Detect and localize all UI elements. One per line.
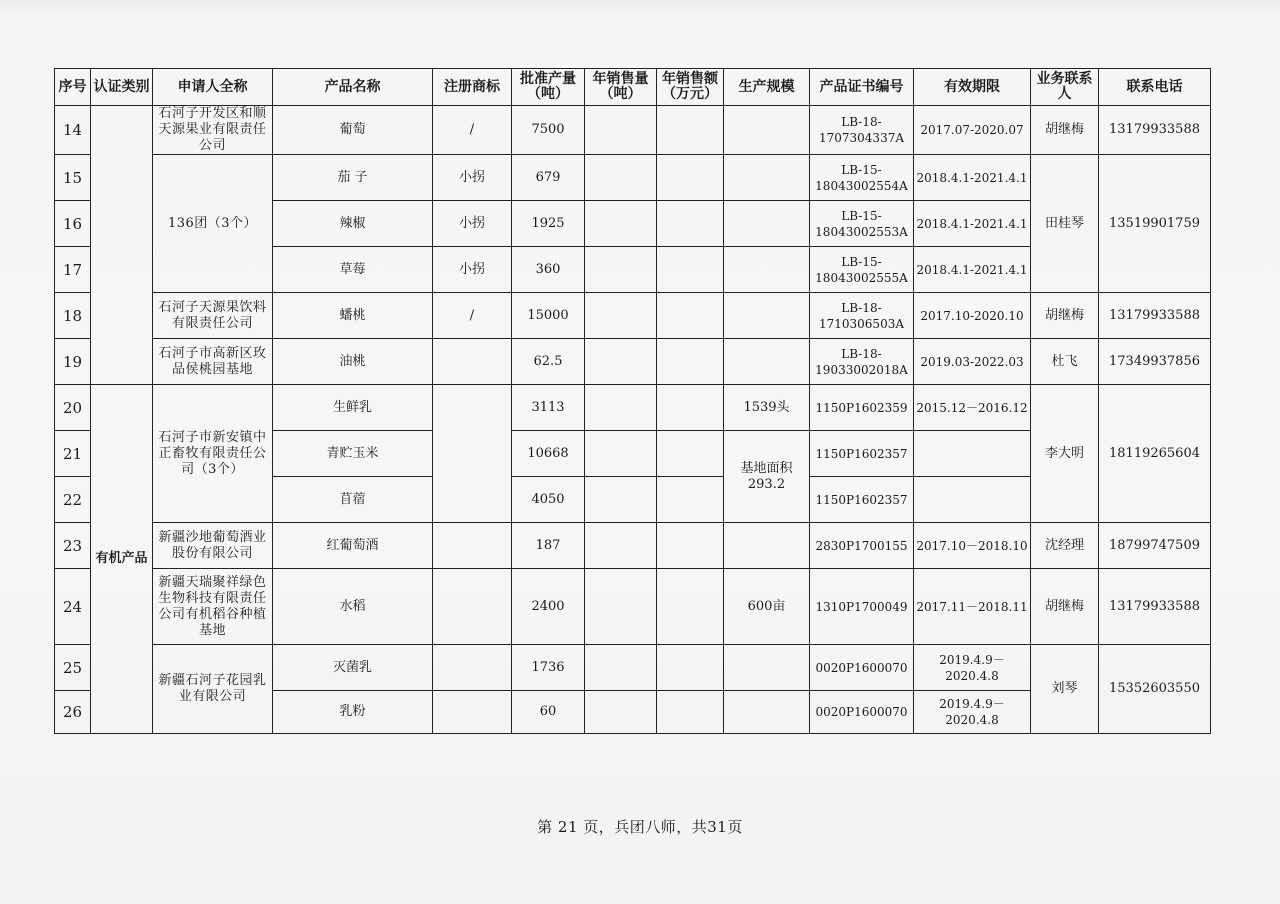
validity-cell bbox=[914, 431, 1031, 477]
header-cell: 业务联系人 bbox=[1031, 69, 1099, 106]
approved-output-cell: 60 bbox=[512, 691, 585, 734]
header-cell: 认证类别 bbox=[91, 69, 153, 106]
applicant-cell: 石河子天源果饮料有限责任公司 bbox=[153, 293, 273, 339]
annual-sales-value-cell bbox=[657, 247, 724, 293]
scale-cell bbox=[724, 247, 810, 293]
category-cell bbox=[91, 106, 153, 385]
product-cell: 灭菌乳 bbox=[273, 645, 433, 691]
scale-cell bbox=[724, 201, 810, 247]
contact-cell: 田桂琴 bbox=[1031, 155, 1099, 293]
annual-sales-volume-cell bbox=[585, 201, 657, 247]
scale-cell bbox=[724, 645, 810, 691]
annual-sales-volume-cell bbox=[585, 106, 657, 155]
table-row bbox=[55, 293, 1211, 339]
cert-number-cell: 0020P1600070 bbox=[810, 691, 914, 734]
applicant-cell: 石河子市新安镇中正畜牧有限责任公司（3个） bbox=[153, 385, 273, 523]
row-number: 18 bbox=[55, 293, 91, 339]
row-number: 19 bbox=[55, 339, 91, 385]
annual-sales-value-cell bbox=[657, 155, 724, 201]
contact-cell: 胡继梅 bbox=[1031, 106, 1099, 155]
product-cell: 水稻 bbox=[273, 569, 433, 645]
cert-number-cell: 1150P1602357 bbox=[810, 431, 914, 477]
trademark-cell: 小拐 bbox=[433, 247, 512, 293]
phone-cell: 18799747509 bbox=[1099, 523, 1211, 569]
row-number: 17 bbox=[55, 247, 91, 293]
table-row bbox=[55, 645, 1211, 691]
approved-output-cell: 1925 bbox=[512, 201, 585, 247]
trademark-cell bbox=[433, 339, 512, 385]
annual-sales-volume-cell bbox=[585, 247, 657, 293]
row-number: 14 bbox=[55, 106, 91, 155]
row-number: 22 bbox=[55, 477, 91, 523]
header-cell: 年销售额（万元） bbox=[657, 69, 724, 106]
trademark-cell: / bbox=[433, 106, 512, 155]
validity-cell: 2017.07-2020.07 bbox=[914, 106, 1031, 155]
cert-number-cell: 2830P1700155 bbox=[810, 523, 914, 569]
applicant-cell: 新疆沙地葡萄酒业股份有限公司 bbox=[153, 523, 273, 569]
header-cell: 产品证书编号 bbox=[810, 69, 914, 106]
annual-sales-value-cell bbox=[657, 569, 724, 645]
scale-cell bbox=[724, 155, 810, 201]
table-row bbox=[55, 339, 1211, 385]
table-row bbox=[55, 569, 1211, 645]
contact-cell: 刘琴 bbox=[1031, 645, 1099, 734]
header-cell: 联系电话 bbox=[1099, 69, 1211, 106]
scale-cell: 1539头 bbox=[724, 385, 810, 431]
trademark-cell: 小拐 bbox=[433, 155, 512, 201]
row-number: 21 bbox=[55, 431, 91, 477]
table-row bbox=[55, 523, 1211, 569]
header-cell: 注册商标 bbox=[433, 69, 512, 106]
product-certification-table bbox=[54, 68, 1211, 734]
validity-cell: 2019.03-2022.03 bbox=[914, 339, 1031, 385]
scale-cell bbox=[724, 106, 810, 155]
annual-sales-value-cell bbox=[657, 523, 724, 569]
cert-number-cell: LB-15-18043002554A bbox=[810, 155, 914, 201]
category-cell: 有机产品 bbox=[91, 385, 153, 734]
product-cell: 生鲜乳 bbox=[273, 385, 433, 431]
row-number: 20 bbox=[55, 385, 91, 431]
annual-sales-value-cell bbox=[657, 691, 724, 734]
annual-sales-volume-cell bbox=[585, 385, 657, 431]
phone-cell: 18119265604 bbox=[1099, 385, 1211, 523]
validity-cell: 2018.4.1-2021.4.1 bbox=[914, 247, 1031, 293]
approved-output-cell: 62.5 bbox=[512, 339, 585, 385]
row-number: 25 bbox=[55, 645, 91, 691]
contact-cell: 沈经理 bbox=[1031, 523, 1099, 569]
approved-output-cell: 679 bbox=[512, 155, 585, 201]
annual-sales-volume-cell bbox=[585, 523, 657, 569]
applicant-cell: 136团（3个） bbox=[153, 155, 273, 293]
phone-cell: 13179933588 bbox=[1099, 569, 1211, 645]
product-cell: 葡萄 bbox=[273, 106, 433, 155]
annual-sales-volume-cell bbox=[585, 477, 657, 523]
validity-cell: 2018.4.1-2021.4.1 bbox=[914, 201, 1031, 247]
page-footer: 第 21 页，兵团八师，共31页 bbox=[537, 818, 743, 836]
annual-sales-value-cell bbox=[657, 431, 724, 477]
validity-cell: 2017.11－2018.11 bbox=[914, 569, 1031, 645]
annual-sales-value-cell bbox=[657, 106, 724, 155]
cert-number-cell: LB-18-19033002018A bbox=[810, 339, 914, 385]
trademark-cell bbox=[433, 569, 512, 645]
product-cell: 苜蓿 bbox=[273, 477, 433, 523]
annual-sales-volume-cell bbox=[585, 569, 657, 645]
annual-sales-volume-cell bbox=[585, 431, 657, 477]
row-number: 15 bbox=[55, 155, 91, 201]
approved-output-cell: 187 bbox=[512, 523, 585, 569]
cert-number-cell: 0020P1600070 bbox=[810, 645, 914, 691]
annual-sales-volume-cell bbox=[585, 645, 657, 691]
scale-cell bbox=[724, 523, 810, 569]
validity-cell: 2019.4.9－2020.4.8 bbox=[914, 645, 1031, 691]
contact-cell: 胡继梅 bbox=[1031, 569, 1099, 645]
phone-cell: 13519901759 bbox=[1099, 155, 1211, 293]
contact-cell: 李大明 bbox=[1031, 385, 1099, 523]
product-cell: 乳粉 bbox=[273, 691, 433, 734]
trademark-cell: 小拐 bbox=[433, 201, 512, 247]
cert-number-cell: LB-18-1710306503A bbox=[810, 293, 914, 339]
table-header-row bbox=[55, 69, 1211, 106]
validity-cell: 2017.10－2018.10 bbox=[914, 523, 1031, 569]
row-number: 23 bbox=[55, 523, 91, 569]
annual-sales-value-cell bbox=[657, 339, 724, 385]
table-row bbox=[55, 385, 1211, 431]
scale-cell: 600亩 bbox=[724, 569, 810, 645]
product-cell: 油桃 bbox=[273, 339, 433, 385]
approved-output-cell: 7500 bbox=[512, 106, 585, 155]
trademark-cell: / bbox=[433, 293, 512, 339]
trademark-cell bbox=[433, 691, 512, 734]
approved-output-cell: 15000 bbox=[512, 293, 585, 339]
scale-cell bbox=[724, 293, 810, 339]
phone-cell: 13179933588 bbox=[1099, 106, 1211, 155]
approved-output-cell: 10668 bbox=[512, 431, 585, 477]
scale-cell bbox=[724, 691, 810, 734]
annual-sales-value-cell bbox=[657, 201, 724, 247]
annual-sales-value-cell bbox=[657, 645, 724, 691]
applicant-cell: 新疆天瑞聚祥绿色生物科技有限责任公司有机稻谷种植基地 bbox=[153, 569, 273, 645]
table-row bbox=[55, 155, 1211, 201]
product-cell: 茄 子 bbox=[273, 155, 433, 201]
header-cell: 有效期限 bbox=[914, 69, 1031, 106]
header-cell: 序号 bbox=[55, 69, 91, 106]
cert-number-cell: LB-18-1707304337A bbox=[810, 106, 914, 155]
table-row bbox=[55, 106, 1211, 155]
header-cell: 申请人全称 bbox=[153, 69, 273, 106]
validity-cell: 2019.4.9－2020.4.8 bbox=[914, 691, 1031, 734]
header-cell: 产品名称 bbox=[273, 69, 433, 106]
trademark-cell bbox=[433, 385, 512, 523]
product-cell: 蟠桃 bbox=[273, 293, 433, 339]
approved-output-cell: 4050 bbox=[512, 477, 585, 523]
scale-cell: 基地面积293.2 bbox=[724, 431, 810, 523]
header-cell: 年销售量（吨） bbox=[585, 69, 657, 106]
annual-sales-volume-cell bbox=[585, 691, 657, 734]
validity-cell: 2018.4.1-2021.4.1 bbox=[914, 155, 1031, 201]
contact-cell: 胡继梅 bbox=[1031, 293, 1099, 339]
row-number: 26 bbox=[55, 691, 91, 734]
applicant-cell: 新疆石河子花园乳业有限公司 bbox=[153, 645, 273, 734]
header-cell: 生产规模 bbox=[724, 69, 810, 106]
annual-sales-volume-cell bbox=[585, 155, 657, 201]
phone-cell: 15352603550 bbox=[1099, 645, 1211, 734]
cert-number-cell: LB-15-18043002553A bbox=[810, 201, 914, 247]
applicant-cell: 石河子开发区和顺天源果业有限责任公司 bbox=[153, 106, 273, 155]
scale-cell bbox=[724, 339, 810, 385]
annual-sales-volume-cell bbox=[585, 293, 657, 339]
cert-number-cell: 1310P1700049 bbox=[810, 569, 914, 645]
approved-output-cell: 1736 bbox=[512, 645, 585, 691]
cert-number-cell: 1150P1602357 bbox=[810, 477, 914, 523]
annual-sales-value-cell bbox=[657, 477, 724, 523]
trademark-cell bbox=[433, 523, 512, 569]
cert-number-cell: LB-15-18043002555A bbox=[810, 247, 914, 293]
validity-cell: 2015.12－2016.12 bbox=[914, 385, 1031, 431]
annual-sales-volume-cell bbox=[585, 339, 657, 385]
annual-sales-value-cell bbox=[657, 385, 724, 431]
product-cell: 辣椒 bbox=[273, 201, 433, 247]
trademark-cell bbox=[433, 645, 512, 691]
approved-output-cell: 3113 bbox=[512, 385, 585, 431]
annual-sales-value-cell bbox=[657, 293, 724, 339]
applicant-cell: 石河子市高新区玫品侯桃园基地 bbox=[153, 339, 273, 385]
phone-cell: 13179933588 bbox=[1099, 293, 1211, 339]
product-cell: 红葡萄酒 bbox=[273, 523, 433, 569]
phone-cell: 17349937856 bbox=[1099, 339, 1211, 385]
approved-output-cell: 360 bbox=[512, 247, 585, 293]
product-cell: 青贮玉米 bbox=[273, 431, 433, 477]
approved-output-cell: 2400 bbox=[512, 569, 585, 645]
cert-number-cell: 1150P1602359 bbox=[810, 385, 914, 431]
validity-cell: 2017.10-2020.10 bbox=[914, 293, 1031, 339]
product-cell: 草莓 bbox=[273, 247, 433, 293]
validity-cell bbox=[914, 477, 1031, 523]
contact-cell: 杜飞 bbox=[1031, 339, 1099, 385]
header-cell: 批准产量（吨） bbox=[512, 69, 585, 106]
row-number: 16 bbox=[55, 201, 91, 247]
row-number: 24 bbox=[55, 569, 91, 645]
